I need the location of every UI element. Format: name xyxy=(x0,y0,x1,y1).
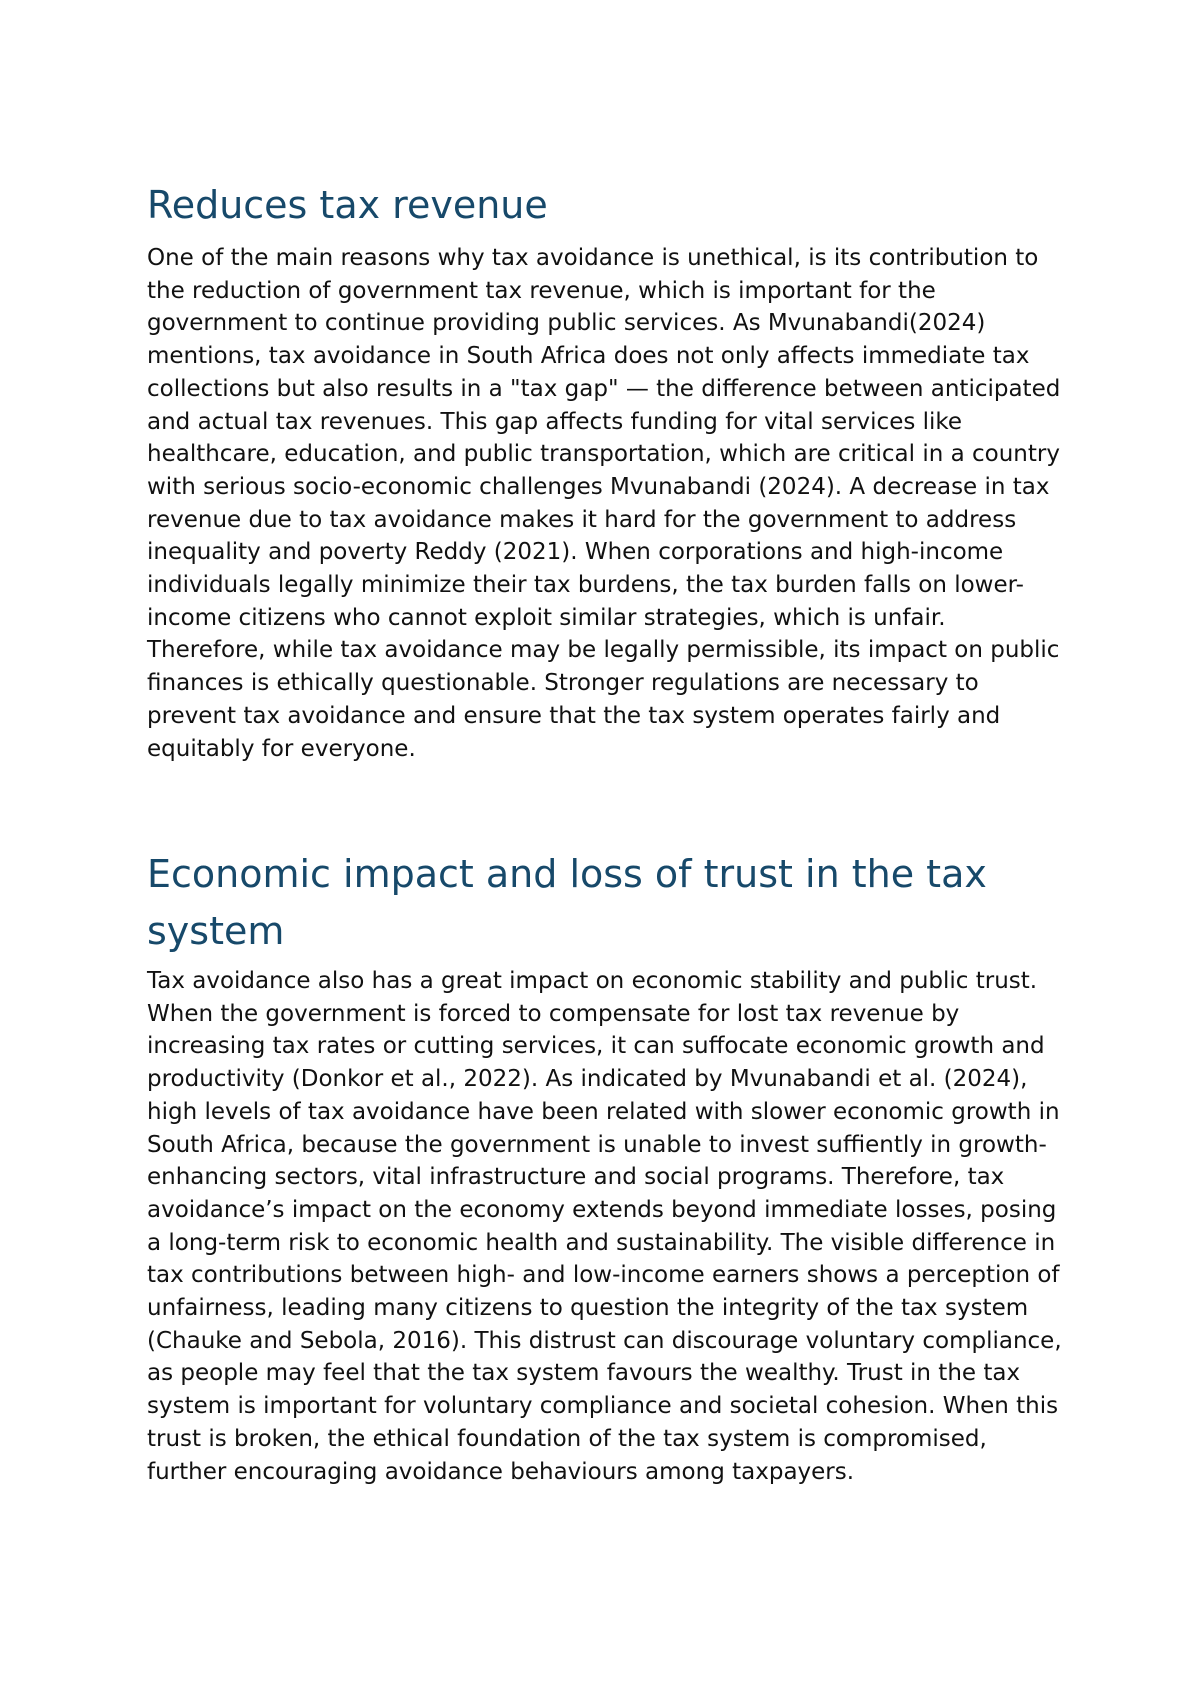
section-body-reduces-tax-revenue: One of the main reasons why tax avoidance is unethical, is its contribution to the reduction of government tax revenue, which is important for the government to continue providing public services. As Mvunabandi(2024) mentions, tax avoidance in South Africa does not only affects immediate tax collections but also results in a "tax gap" — the difference between anticipated and actual tax revenues. This gap affects funding for vital services like healthcare, education, and public transportation, which are critical in a country with serious socio-economic challenges Mvunabandi (2024). A decrease in tax revenue due to tax avoidance makes it hard for the government to address inequality and poverty Reddy (2021). When corporations and high-income individuals legally minimize their tax burdens, the tax burden falls on lower-income citizens who cannot exploit similar strategies, which is unfair. Therefore, while tax avoidance may be legally permissible, its impact on public finances is ethically questionable. Stronger regulations are necessary to prevent tax avoidance and ensure that the tax system operates fairly and equitably for everyone. xyxy=(147,245,1061,762)
section-heading-economic-impact: Economic impact and loss of trust in the tax system xyxy=(147,852,987,953)
section-heading-reduces-tax-revenue: Reduces tax revenue xyxy=(147,183,548,227)
section-body-economic-impact: Tax avoidance also has a great impact on economic stability and public trust. When the government is forced to compensate for lost tax revenue by increasing tax rates or cutting services, it can suffocate economic growth and productivity (Donkor et al., 2022). As indicated by Mvunabandi et al. (2024), high levels of tax avoidance have been related with slower economic growth in South Africa, because the government is unable to invest suffiently in growth-enhancing sectors, vital infrastructure and social programs. Therefore, tax avoidance’s impact on the economy extends beyond immediate losses, posing a long-term risk to economic health and sustainability. The visible difference in tax contributions between high- and low-income earners shows a perception of unfairness, leading many citizens to question the integrity of the tax system (Chauke and Sebola, 2016). This distrust can discourage voluntary compliance, as people may feel that the tax system favours the wealthy. Trust in the tax system is important for voluntary compliance and societal cohesion. When this trust is broken, the ethical foundation of the tax system is compromised, further encouraging avoidance behaviours among taxpayers. xyxy=(147,968,1062,1485)
